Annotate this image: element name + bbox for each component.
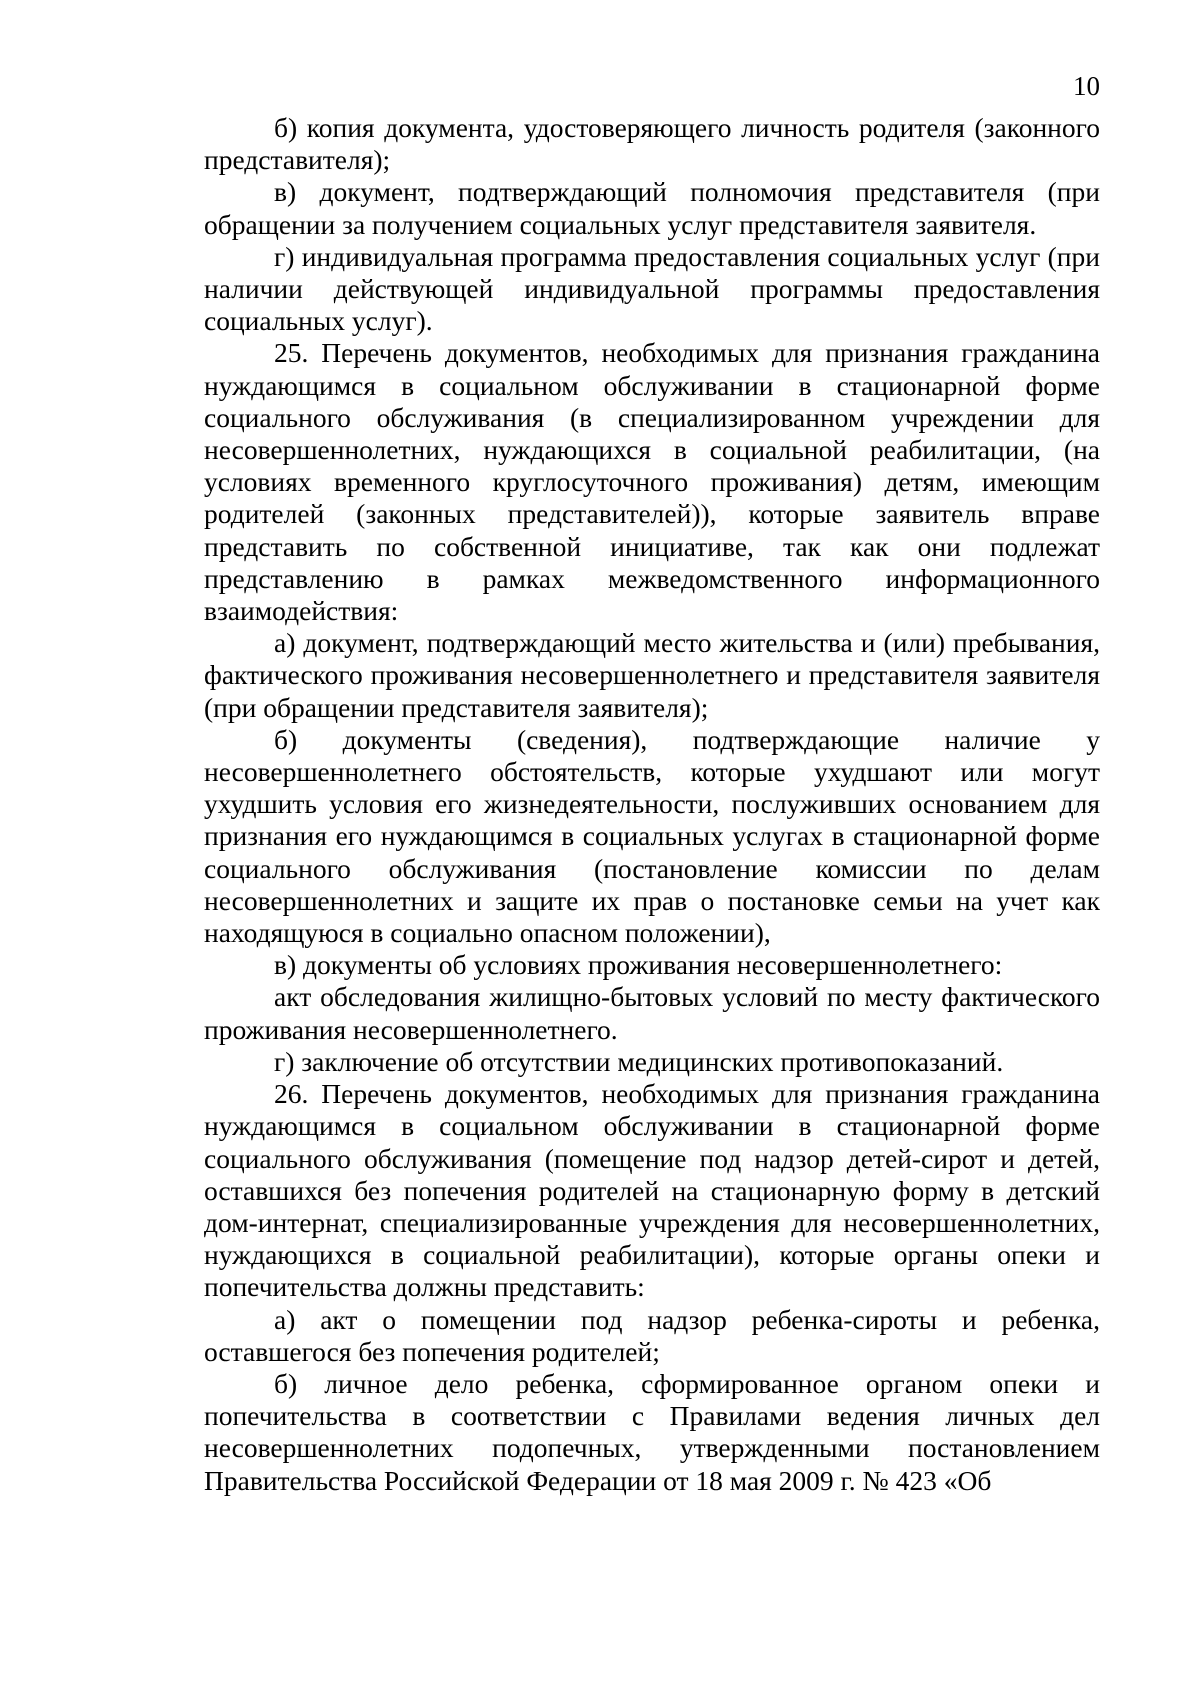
paragraph-25-documents-list: 25. Перечень документов, необходимых для признания гражданина нуждающимся в социальном обслуживании в стационарной форме социального обслуживания (в специализированном учреждении для несовершеннолетних, нуждающихся в социальной реабилитации, (на условиях временного круглосуточного проживания) детям, имеющим родителей (законных представителей)), которые заявитель вправе представить по собственной инициативе, так как они подлежат представлению в рамках межведомственного информационного взаимодействия: [204, 337, 1100, 627]
paragraph-25-v-inspection-act: акт обследования жилищно-бытовых условий по месту фактического проживания несовершеннолетнего. [204, 981, 1100, 1045]
paragraph-g-individual-program: г) индивидуальная программа предоставления социальных услуг (при наличии действующей индивидуальной программы предоставления социальных услуг). [204, 240, 1100, 337]
paragraph-v-authority-document: в) документ, подтверждающий полномочия представителя (при обращении за получением социальных услуг представителя заявителя. [204, 176, 1100, 240]
paragraph-25-a-residence-document: а) документ, подтверждающий место жительства и (или) пребывания, фактического проживания несовершеннолетнего и представителя заявителя (при обращении представителя заявителя); [204, 627, 1100, 723]
document-body [204, 112, 1100, 1497]
paragraph-25-v-living-conditions: в) документы об условиях проживания несовершеннолетнего: [274, 949, 1003, 981]
paragraph-25-b-circumstances-documents: б) документы (сведения), подтверждающие наличие у несовершеннолетнего обстоятельств, которые ухудшают или могут ухудшить условия его жизнедеятельности, послуживших основанием для признания его нуждающимся в социальных услугах в стационарной форме социального обслуживания (постановление комиссии по делам несовершеннолетних и защите их прав о постановке семьи на учет как находящуюся в социально опасном положении), [204, 723, 1100, 949]
paragraph-26-b-personal-file: б) личное дело ребенка, сформированное органом опеки и попечительства в соответствии с Правилами ведения личных дел несовершеннолетних подопечных, утвержденными постановлением Правительства Российской Федерации от 18 мая 2009 г. № 423 «Об [204, 1367, 1100, 1496]
paragraph-26-a-supervision-act: а) акт о помещении под надзор ребенка-сироты и ребенка, оставшегося без попечения родителей; [204, 1303, 1100, 1367]
paragraph-26-documents-list: 26. Перечень документов, необходимых для признания гражданина нуждающимся в социальном обслуживании в стационарной форме социального обслуживания (помещение под надзор детей-сирот и детей, оставшихся без попечения родителей на стационарную форму в детский дом-интернат, специализированные учреждения для несовершеннолетних, нуждающихся в социальной реабилитации), которые органы опеки и попечительства должны представить: [204, 1078, 1100, 1303]
page-number: 10 [1073, 71, 1100, 101]
paragraph-b-parent-id-copy: б) копия документа, удостоверяющего личность родителя (законного представителя); [204, 112, 1100, 176]
paragraph-25-g-medical-conclusion: г) заключение об отсутствии медицинских противопоказаний. [274, 1045, 1004, 1077]
